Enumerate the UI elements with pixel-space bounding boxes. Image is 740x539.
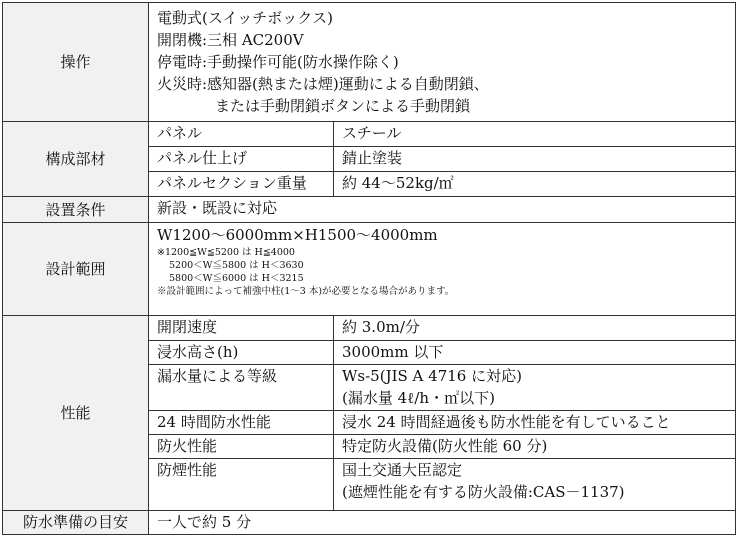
design-range-note-3: 5800＜W≦6000 は H＜3215 [169,272,304,284]
preparation-row [3,510,736,534]
component-value-weight: 約 44～52kg/㎡ [334,172,736,197]
components-label: 構成部材 [3,121,149,197]
performance-value-smoke-line-1: 国土交通大臣認定 [342,461,463,480]
preparation-value: 一人で約 5 分 [149,510,736,534]
operation-label: 操作 [3,3,149,122]
design-range-label: 設計範囲 [3,222,149,316]
design-range-row [3,222,736,316]
component-key-panel: パネル [149,121,334,146]
installation-label: 設置条件 [3,197,149,222]
performance-key-leak: 漏水量による等級 [149,364,334,410]
operation-content [149,3,736,122]
performance-key-height: 浸水高さ(h) [149,340,334,364]
performance-key-24h: 24 時間防水性能 [149,411,334,435]
design-range-content [149,222,736,316]
installation-row [3,197,736,222]
design-range-note-4: ※設計範囲によって補強中柱(1～3 本)が必要となる場合があります。 [157,285,455,297]
performance-value-smoke [334,459,736,510]
component-value-finish: 錆止塗装 [334,147,736,172]
component-value-panel: スチール [334,121,736,146]
performance-value-leak-line-2: (漏水量 4ℓ/h・㎡以下) [342,388,495,407]
component-key-weight: パネルセクション重量 [149,172,334,197]
operation-line-4: 火災時:感知器(熱または煙)運動による自動閉鎖、 [157,75,489,93]
component-key-finish: パネル仕上げ [149,147,334,172]
preparation-label: 防水準備の目安 [3,510,149,534]
performance-value-smoke-line-2: (遮煙性能を有する防火設備:CAS－1137) [342,483,625,502]
design-range-main: W1200～6000mm×H1500～4000mm [157,225,438,244]
performance-value-fire: 特定防火設備(防火性能 60 分) [334,435,736,459]
operation-row [3,3,736,122]
performance-value-24h: 浸水 24 時間経過後も防水性能を有していること [334,411,736,435]
design-range-note-1: ※1200≦W≦5200 は H≦4000 [157,246,295,258]
performance-key-smoke: 防煙性能 [149,459,334,510]
performance-key-fire: 防火性能 [149,435,334,459]
design-range-note-2: 5200＜W≦5800 は H＜3630 [169,259,304,271]
performance-key-speed: 開閉速度 [149,316,334,340]
performance-row-1 [3,316,736,340]
performance-label: 性能 [3,316,149,510]
installation-value: 新設・既設に対応 [149,197,736,222]
operation-line-2: 開閉機:三相 AC200V [157,31,304,49]
performance-value-speed: 約 3.0m/分 [334,316,736,340]
operation-line-3: 停電時:手動操作可能(防水操作除く) [157,53,399,71]
performance-value-leak [334,364,736,410]
components-row-1 [3,121,736,146]
operation-line-1: 電動式(スイッチボックス) [157,9,333,27]
operation-line-5: または手動閉鎖ボタンによる手動閉鎖 [215,97,471,115]
performance-value-leak-line-1: Ws-5(JIS A 4716 に対応) [342,366,522,385]
performance-value-height: 3000mm 以下 [334,340,736,364]
spec-table [2,2,736,535]
